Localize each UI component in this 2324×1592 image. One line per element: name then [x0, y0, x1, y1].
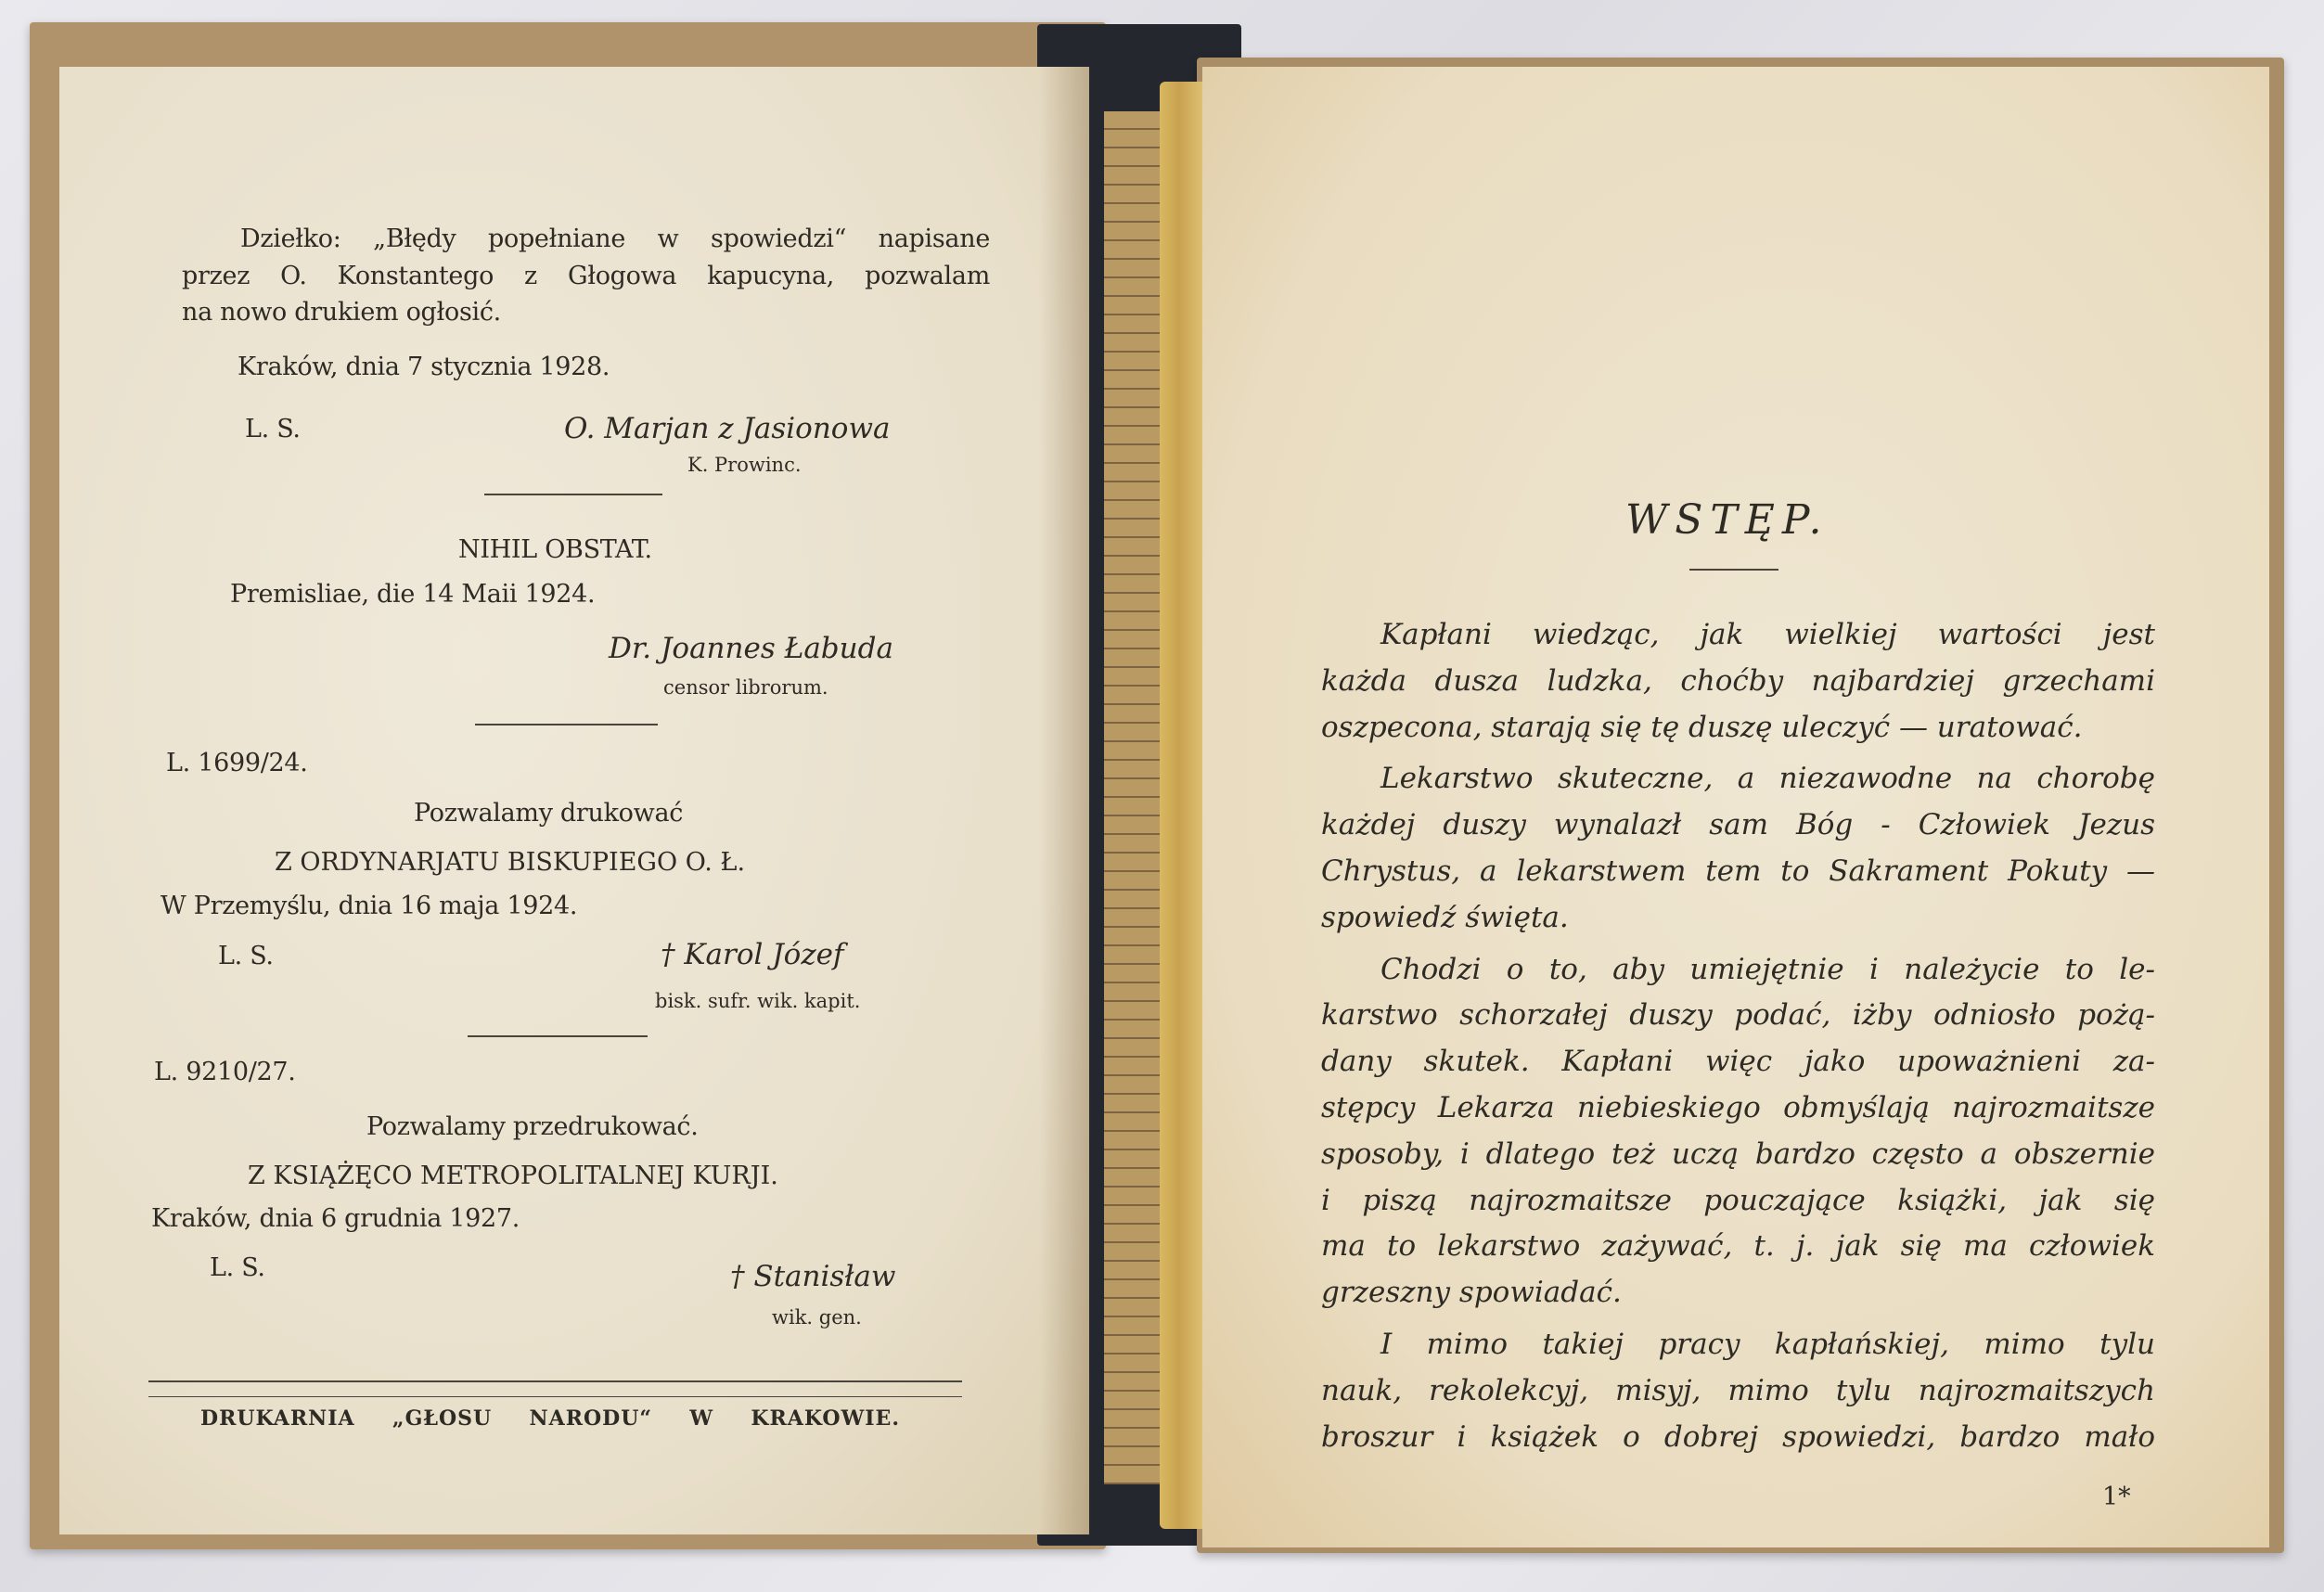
page-number: 1* [2102, 1483, 2131, 1511]
text-line: ma to lekarstwo zażywać, t. j. jak się ma człowiek [1321, 1229, 2155, 1264]
imprimatur-signer-title: wik. gen. [772, 1306, 862, 1329]
censor-title: censor librorum. [663, 676, 828, 699]
spine-binding [1104, 111, 1160, 1484]
nihil-obstat-heading: NIHIL OBSTAT. [458, 535, 652, 564]
text-line: nauk, rekolekcyj, misyj, mimo tylu najrozmaitszych [1321, 1373, 2155, 1407]
title-divider [1689, 569, 1778, 571]
text-line: grzeszny spowiadać. [1321, 1276, 1622, 1310]
divider [475, 724, 658, 725]
left-page-shadow [1039, 67, 1089, 1534]
seal-mark: L. S. [218, 942, 274, 970]
imprimatur-text: Pozwalamy drukować [414, 799, 684, 828]
approval-line: przez O. Konstantego z Głogowa kapucyna, pozwalam [182, 262, 990, 290]
imprimatur-signer: † Karol Józef [661, 938, 844, 971]
approval-line: na nowo drukiem ogłosić. [182, 298, 501, 327]
approval-signer: O. Marjan z Jasionowa [564, 412, 891, 445]
imprimatur-office: Z KSIĄŻĘCO METROPOLITALNEJ KURJI. [248, 1162, 778, 1190]
right-page [1202, 67, 2269, 1547]
text-line: oszpecona, starają się tę duszę uleczyć — uratować. [1321, 710, 2083, 744]
text-line: i piszą najrozmaitsze pouczające książki, jak się [1321, 1183, 2155, 1217]
censor-name: Dr. Joannes Łabuda [609, 632, 893, 665]
nihil-obstat-date: Premisliae, die 14 Maii 1924. [230, 580, 596, 609]
imprimatur-date: Kraków, dnia 6 grudnia 1927. [151, 1204, 520, 1233]
page-edges [1160, 82, 1208, 1529]
text-line: Lekarstwo skuteczne, a niezawodne na chorobę [1380, 762, 2155, 796]
approval-line: Dziełko: „Błędy popełniane w spowiedzi“ napisane [240, 225, 990, 253]
imprimatur-signer-title: bisk. sufr. wik. kapit. [655, 990, 861, 1012]
printer-imprint: DRUKARNIA „GŁOSU NARODU“ W KRAKOWIE. [200, 1406, 900, 1431]
divider [484, 494, 662, 495]
text-line: broszur i książek o dobrej spowiedzi, bardzo mało [1321, 1419, 2155, 1454]
chapter-title: WSTĘP. [1625, 496, 1830, 544]
double-rule-bottom [148, 1396, 962, 1397]
text-line: Kapłani wiedząc, jak wielkiej wartości jest [1380, 618, 2155, 651]
text-line: każda dusza ludzka, choćby najbardziej grzechami [1321, 663, 2155, 698]
imprimatur-number: L. 9210/27. [154, 1058, 296, 1086]
imprimatur-text: Pozwalamy przedrukować. [366, 1112, 699, 1141]
imprimatur-office: Z ORDYNARJATU BISKUPIEGO O. Ł. [275, 848, 746, 877]
imprimatur-signer: † Stanisław [730, 1260, 896, 1293]
text-line: Chrystus, a lekarstwem tem to Sakrament Pokuty — [1321, 854, 2155, 888]
text-line: sposoby, i dlatego też uczą bardzo często a obszernie [1321, 1136, 2155, 1171]
imprimatur-date: W Przemyślu, dnia 16 maja 1924. [160, 892, 578, 920]
approval-signer-title: K. Prowinc. [687, 454, 802, 476]
seal-mark: L. S. [245, 415, 301, 443]
approval-date: Kraków, dnia 7 stycznia 1928. [238, 353, 610, 381]
text-line: spowiedź święta. [1321, 900, 1569, 934]
text-line: Chodzi o to, aby umiejętnie i należycie to le- [1380, 952, 2155, 986]
text-line: dany skutek. Kapłani więc jako upoważnieni za- [1321, 1045, 2155, 1079]
imprimatur-number: L. 1699/24. [166, 749, 308, 777]
double-rule-top [148, 1380, 962, 1382]
text-line: karstwo schorzałej duszy podać, iżby odniosło pożą- [1321, 998, 2155, 1033]
text-line: każdej duszy wynalazł sam Bóg - Człowiek Jezus [1321, 808, 2155, 842]
text-line: stępcy Lekarza niebieskiego obmyślają najrozmaitsze [1321, 1091, 2155, 1124]
seal-mark: L. S. [210, 1253, 265, 1282]
divider [468, 1035, 648, 1037]
text-line: I mimo takiej pracy kapłańskiej, mimo tylu [1380, 1328, 2155, 1361]
